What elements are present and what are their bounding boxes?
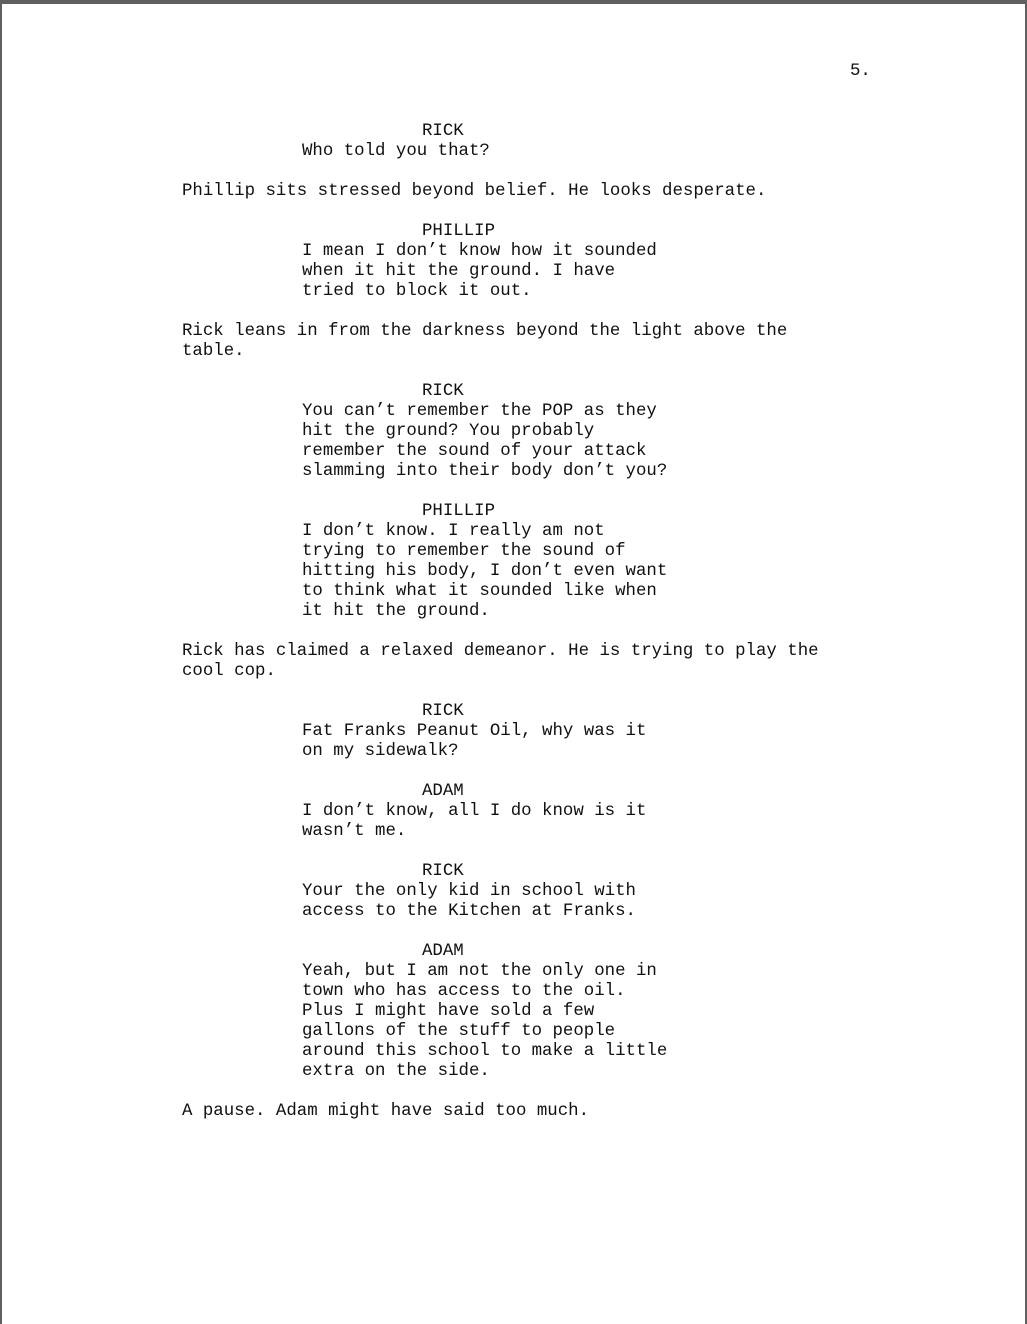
- action-block: [182, 182, 922, 202]
- action-block: [182, 642, 922, 682]
- dialogue-line: Plus I might have sold a few: [302, 1002, 595, 1021]
- dialogue-line: I don’t know. I really am not: [302, 522, 605, 541]
- action-line: Rick leans in from the darkness beyond the light above the: [182, 322, 788, 341]
- dialogue-line: it hit the ground.: [302, 602, 490, 621]
- dialogue-block: [182, 862, 922, 922]
- character-name: ADAM: [422, 942, 464, 961]
- page-number: 5.: [850, 62, 871, 81]
- dialogue-line: on my sidewalk?: [302, 742, 459, 761]
- character-name: PHILLIP: [422, 222, 496, 241]
- action-block: [182, 1102, 922, 1122]
- dialogue-line: hitting his body, I don’t even want: [302, 562, 668, 581]
- dialogue-block: [182, 502, 922, 622]
- dialogue-block: [182, 222, 922, 302]
- dialogue-line: trying to remember the sound of: [302, 542, 626, 561]
- dialogue-line: Fat Franks Peanut Oil, why was it: [302, 722, 647, 741]
- script-body: [182, 122, 922, 1142]
- action-line: Rick has claimed a relaxed demeanor. He is trying to play the: [182, 642, 819, 661]
- dialogue-line: Yeah, but I am not the only one in: [302, 962, 657, 981]
- character-name: ADAM: [422, 782, 464, 801]
- dialogue-block: [182, 942, 922, 1082]
- dialogue-line: town who has access to the oil.: [302, 982, 626, 1001]
- character-name: RICK: [422, 702, 464, 721]
- dialogue-line: hit the ground? You probably: [302, 422, 595, 441]
- dialogue-line: I mean I don’t know how it sounded: [302, 242, 657, 261]
- action-line: Phillip sits stressed beyond belief. He looks desperate.: [182, 182, 767, 201]
- character-name: RICK: [422, 862, 464, 881]
- dialogue-line: slamming into their body don’t you?: [302, 462, 668, 481]
- dialogue-line: around this school to make a little: [302, 1042, 668, 1061]
- dialogue-line: I don’t know, all I do know is it: [302, 802, 647, 821]
- dialogue-line: wasn’t me.: [302, 822, 407, 841]
- dialogue-line: Who told you that?: [302, 142, 490, 161]
- dialogue-line: to think what it sounded like when: [302, 582, 657, 601]
- character-name: PHILLIP: [422, 502, 496, 521]
- action-block: [182, 322, 922, 362]
- dialogue-line: You can’t remember the POP as they: [302, 402, 657, 421]
- dialogue-line: tried to block it out.: [302, 282, 532, 301]
- dialogue-block: [182, 702, 922, 762]
- dialogue-block: [182, 122, 922, 162]
- dialogue-line: access to the Kitchen at Franks.: [302, 902, 636, 921]
- action-line: table.: [182, 342, 245, 361]
- action-line: A pause. Adam might have said too much.: [182, 1102, 590, 1121]
- dialogue-line: extra on the side.: [302, 1062, 490, 1081]
- dialogue-line: remember the sound of your attack: [302, 442, 647, 461]
- dialogue-block: [182, 382, 922, 482]
- action-line: cool cop.: [182, 662, 276, 681]
- dialogue-block: [182, 782, 922, 842]
- dialogue-line: when it hit the ground. I have: [302, 262, 616, 281]
- character-name: RICK: [422, 122, 464, 141]
- dialogue-line: gallons of the stuff to people: [302, 1022, 616, 1041]
- character-name: RICK: [422, 382, 464, 401]
- dialogue-line: Your the only kid in school with: [302, 882, 636, 901]
